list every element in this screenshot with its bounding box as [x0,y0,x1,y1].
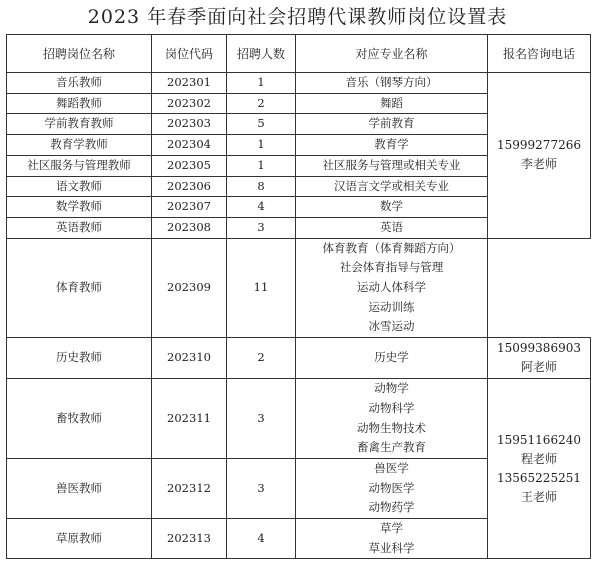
contact-phone: 15951166240 [497,432,581,447]
position-code: 202307 [152,197,227,218]
position-code: 202302 [152,93,227,114]
position-name: 体育教师 [7,238,152,338]
contact-person: 程老师 [520,451,557,466]
major: 汉语言文学或相关专业 [296,176,488,197]
hire-count: 1 [227,155,296,176]
contact-cell [488,338,591,379]
major: 草学 [380,521,403,536]
contact-phone: 15999277266 [497,138,581,153]
major: 动物学 [374,381,409,396]
header-contact-phone: 报名咨询电话 [488,35,591,73]
contact-person: 阿老师 [520,360,557,375]
major: 历史学 [296,338,488,379]
position-name: 语文教师 [7,176,152,197]
major: 运动训练 [368,299,415,314]
positions-table [6,34,591,559]
major-list [296,379,488,459]
table-row [7,238,591,338]
header-row [7,35,591,73]
contact-phone: 15099386903 [497,341,581,356]
header-position-code: 岗位代码 [152,35,227,73]
hire-count: 8 [227,176,296,197]
table-row [7,338,591,379]
hire-count: 11 [227,238,296,338]
major: 兽医学 [374,460,409,475]
hire-count: 5 [227,114,296,135]
contact-cell [488,379,591,559]
position-code: 202303 [152,114,227,135]
position-code: 202306 [152,176,227,197]
hire-count: 2 [227,338,296,379]
major: 动物药学 [368,500,415,515]
contact-phone: 13565225251 [497,470,581,485]
position-name: 教育学教师 [7,135,152,156]
hire-count: 3 [227,217,296,238]
major: 英语 [296,217,488,238]
major: 学前教育 [296,114,488,135]
table-row [7,73,591,94]
hire-count: 4 [227,519,296,559]
major-list [296,238,488,338]
position-name: 历史教师 [7,338,152,379]
position-name: 学前教育教师 [7,114,152,135]
hire-count: 1 [227,73,296,94]
position-name: 社区服务与管理教师 [7,155,152,176]
major: 畜禽生产教育 [357,440,426,455]
major: 草业科学 [368,540,415,555]
major: 舞蹈 [296,93,488,114]
major: 音乐（钢琴方向） [296,73,488,94]
major: 动物医学 [368,480,415,495]
contact-person: 李老师 [520,157,557,172]
position-name: 畜牧教师 [7,379,152,459]
table-row [7,379,591,459]
header-hire-count: 招聘人数 [227,35,296,73]
position-name: 英语教师 [7,217,152,238]
hire-count: 2 [227,93,296,114]
major: 教育学 [296,135,488,156]
position-code: 202311 [152,379,227,459]
position-name: 音乐教师 [7,73,152,94]
hire-count: 1 [227,135,296,156]
position-code: 202309 [152,238,227,338]
major: 动物科学 [368,400,415,415]
major-list [296,458,488,518]
header-position-name: 招聘岗位名称 [7,35,152,73]
major: 数学 [296,197,488,218]
position-code: 202308 [152,217,227,238]
position-name: 数学教师 [7,197,152,218]
position-code: 202312 [152,458,227,518]
position-code: 202313 [152,519,227,559]
major: 社区服务与管理或相关专业 [296,155,488,176]
position-name: 舞蹈教师 [7,93,152,114]
position-name: 草原教师 [7,519,152,559]
hire-count: 4 [227,197,296,218]
major: 动物生物技术 [357,420,426,435]
contact-cell [488,73,591,239]
contact-person: 王老师 [520,489,557,504]
hire-count: 3 [227,379,296,459]
position-code: 202304 [152,135,227,156]
major: 运动人体科学 [357,280,426,295]
position-name: 兽医教师 [7,458,152,518]
position-code: 202301 [152,73,227,94]
major: 体育教育（体育舞蹈方向） [322,240,461,255]
major: 冰雪运动 [368,319,415,334]
header-majors: 对应专业名称 [296,35,488,73]
position-code: 202305 [152,155,227,176]
major: 社会体育指导与管理 [339,260,444,275]
position-code: 202310 [152,338,227,379]
hire-count: 3 [227,458,296,518]
page-title: 2023 年春季面向社会招聘代课教师岗位设置表 [87,6,508,28]
major-list [296,519,488,559]
